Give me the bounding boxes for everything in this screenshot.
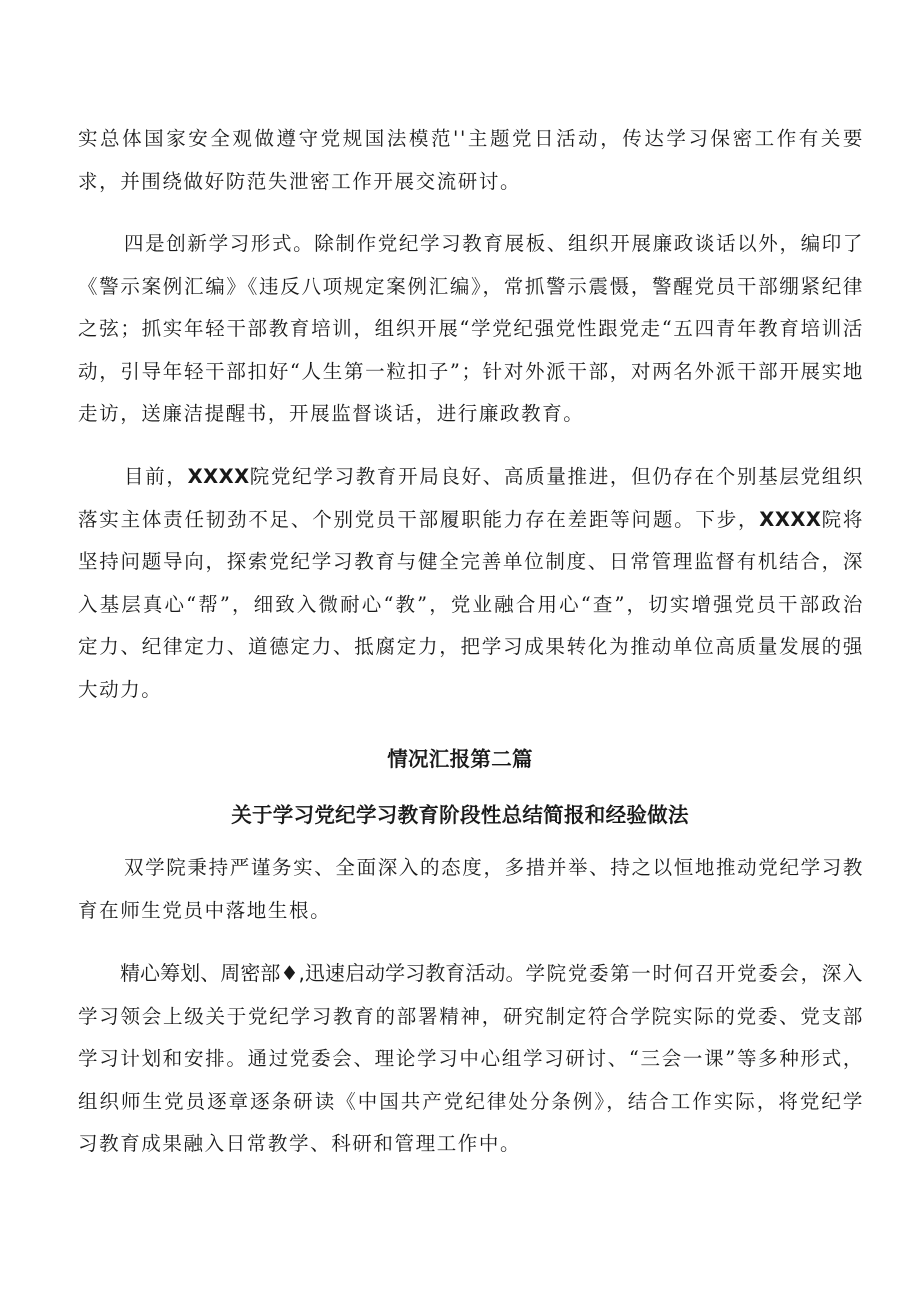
sub-title: 关于学习党纪学习教育阶段性总结简报和经验做法: [231, 803, 689, 827]
paragraph-3-text-a: 目前，: [124, 465, 188, 488]
paragraph-1: 实总体国家安全观做遵守党规国法模范''主题党日活动，传达学习保密工作有关要求，并围绕做好防范失泄密工作开展交流研讨。: [78, 127, 864, 193]
paragraph-4: 双学院秉持严谨务实、全面深入的态度，多措并举、持之以恒地推动党纪学习教育在师生党员中落地生根。: [78, 856, 864, 922]
paragraph-3-org-b: XXXX: [759, 507, 822, 531]
paragraph-2: 四是创新学习形式。除制作党纪学习教育展板、组织开展廉政谈话以外，编印了《警示案例汇编》《违反八项规定案例汇编》，常抓警示震慑，警醒党员干部绷紧纪律之弦；抓实年轻干部教育培训，组织开展“学党纪强党性跟党走“五四青年教育培训活动，引导年轻干部扣好“人生第一粒扣子”；针对外派干部，对两名外派干部开展实地走访，送廉洁提醒书，开展监督谈话，进行廉政教育。: [78, 232, 864, 426]
paragraph-5-heading: 精心筹划、周密部♦,迅速启动学习教育活动。: [120, 961, 526, 985]
section-title-part-b: 第二篇: [470, 747, 533, 771]
paragraph-3-text-b: 院党纪学习教育开局良好、高质量推进，但仍存在个别基层党组织落实主体责任韧劲不足、个别党员干部履职能力存在差距等问题。下步，: [78, 465, 864, 531]
paragraph-3-text-c: 院将坚持问题导向，探索党纪学习教育与健全完善单位制度、日常管理监督有机结合，深入基层真心“帮”，细致入微耐心“教”，党业融合用心“查”，切实增强党员干部政治定力、纪律定力、道德定力、抵腐定力，把学习成果转化为推动单位高质量发展的强大动力。: [78, 507, 865, 701]
paragraph-3-org-a: XXXX: [187, 465, 250, 488]
paragraph-5-body: 学院党委第一时何召开党委会，深入学习领会上级关于党纪学习教育的部署精神，研究制定符合学院实际的党委、党支部学习计划和安排。通过党委会、理论学习中心组学习研讨、“三会一课”等多种形式，组织师生党员逐章逐条研读《中国共产党纪律处分条例》，结合工作实际，将党纪学习教育成果融入日常教学、科研和管理工作中。: [78, 962, 864, 1156]
section-title: [0, 744, 920, 774]
paragraph-3: [78, 456, 864, 712]
section-title-part-a: 情况汇报: [387, 747, 471, 771]
paragraph-5: [78, 952, 864, 1166]
